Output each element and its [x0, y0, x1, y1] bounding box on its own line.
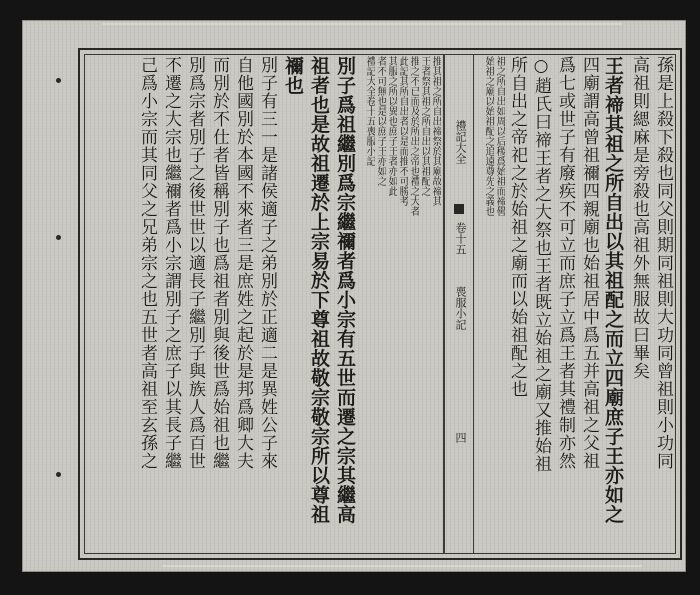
- text-column: 所自出之帝祀之於始祖之廟而以始祖配之也: [507, 56, 527, 398]
- text-column: 自他國別於本國不來者三是庶姓之起於是邦爲卿大夫: [233, 56, 253, 470]
- text-column-heading: 祖者也是故祖遷於上宗易於下尊祖故敬宗敬宗所以尊祖: [308, 56, 330, 524]
- print-frame: [78, 48, 682, 560]
- text-column: 孫是上殺下殺也同父則期同祖則大功同曾祖則小功同: [653, 56, 673, 470]
- text-column: 爲七或世子有廢疾不可立而庶子立爲王者其禮制亦然: [555, 56, 575, 470]
- paper-sheet: [22, 20, 686, 572]
- commentary-column: 禮記大全卷十五喪服小記: [364, 56, 375, 166]
- binding-hole: [56, 235, 61, 240]
- fold-chapter: 喪服小記: [454, 286, 467, 330]
- binding-hole: [56, 78, 61, 83]
- commentary-column: 祖之所自出如周以后稷爲始祖而禘嚳: [494, 56, 505, 216]
- commentary-column: 其服之所以異也庶子王者亦如此: [386, 56, 397, 196]
- text-column: 高祖則緦麻是旁殺也高祖外無服故曰畢矣: [629, 56, 649, 380]
- text-column: 己爲小宗而其同父之兄弟宗之也五世者高祖至玄孫之: [137, 56, 157, 470]
- text-column-heading: 別子爲祖繼別爲宗繼禰者爲小宗有五世而遷之宗其繼高: [334, 56, 356, 524]
- fold-fishtail-mark: [454, 204, 464, 214]
- text-column: 別爲宗者別子之後世世以適長子繼別子與族人爲百世: [185, 56, 205, 470]
- paper-fibre: [162, 565, 642, 567]
- text-column: 四廟謂高曾祖禰四親廟也始祖居中爲五并高祖之父祖: [579, 56, 599, 470]
- commentary-column: 王者祭其祖之所自出以其祖配之: [419, 56, 430, 196]
- fold-volume: 卷十五: [454, 222, 467, 255]
- text-column-heading: 王者禘其祖之所自出以其祖配之而立四廟庶子王亦如之: [602, 56, 624, 524]
- commentary-column: 推其祖之所自出禘祭於其廟故禘其: [430, 56, 441, 206]
- page-number: 四: [454, 432, 467, 443]
- fold-title: 禮記大全: [454, 120, 467, 164]
- text-column: 別子有三一是諸侯適子之弟別於正適二是異姓公子來: [257, 56, 277, 470]
- commentary-column: 始祖之廟以始祖配之追遠尊先之義也: [483, 56, 494, 216]
- binding-hole: [56, 472, 61, 477]
- fold-center: [444, 54, 474, 554]
- text-column: 而別於不仕者皆稱別子也爲祖者別與後世爲始祖也繼: [209, 56, 229, 470]
- text-column: ○趙氏曰禘王者之大祭也王者既立始祖之廟又推始祖: [531, 56, 551, 473]
- commentary-column: 推之不已而及於所出之帝也禮之大者: [408, 56, 419, 216]
- commentary-column: 此記其所自出者以是而推不可勝考: [397, 56, 408, 206]
- text-column-heading: 禰也: [282, 56, 304, 95]
- commentary-column: 者不可無也是以庶子王亦如之: [375, 56, 386, 186]
- paper-fibre: [102, 23, 622, 25]
- text-column: 不遷之大宗也繼禰者爲小宗謂別子之庶子以其長子繼: [161, 56, 181, 470]
